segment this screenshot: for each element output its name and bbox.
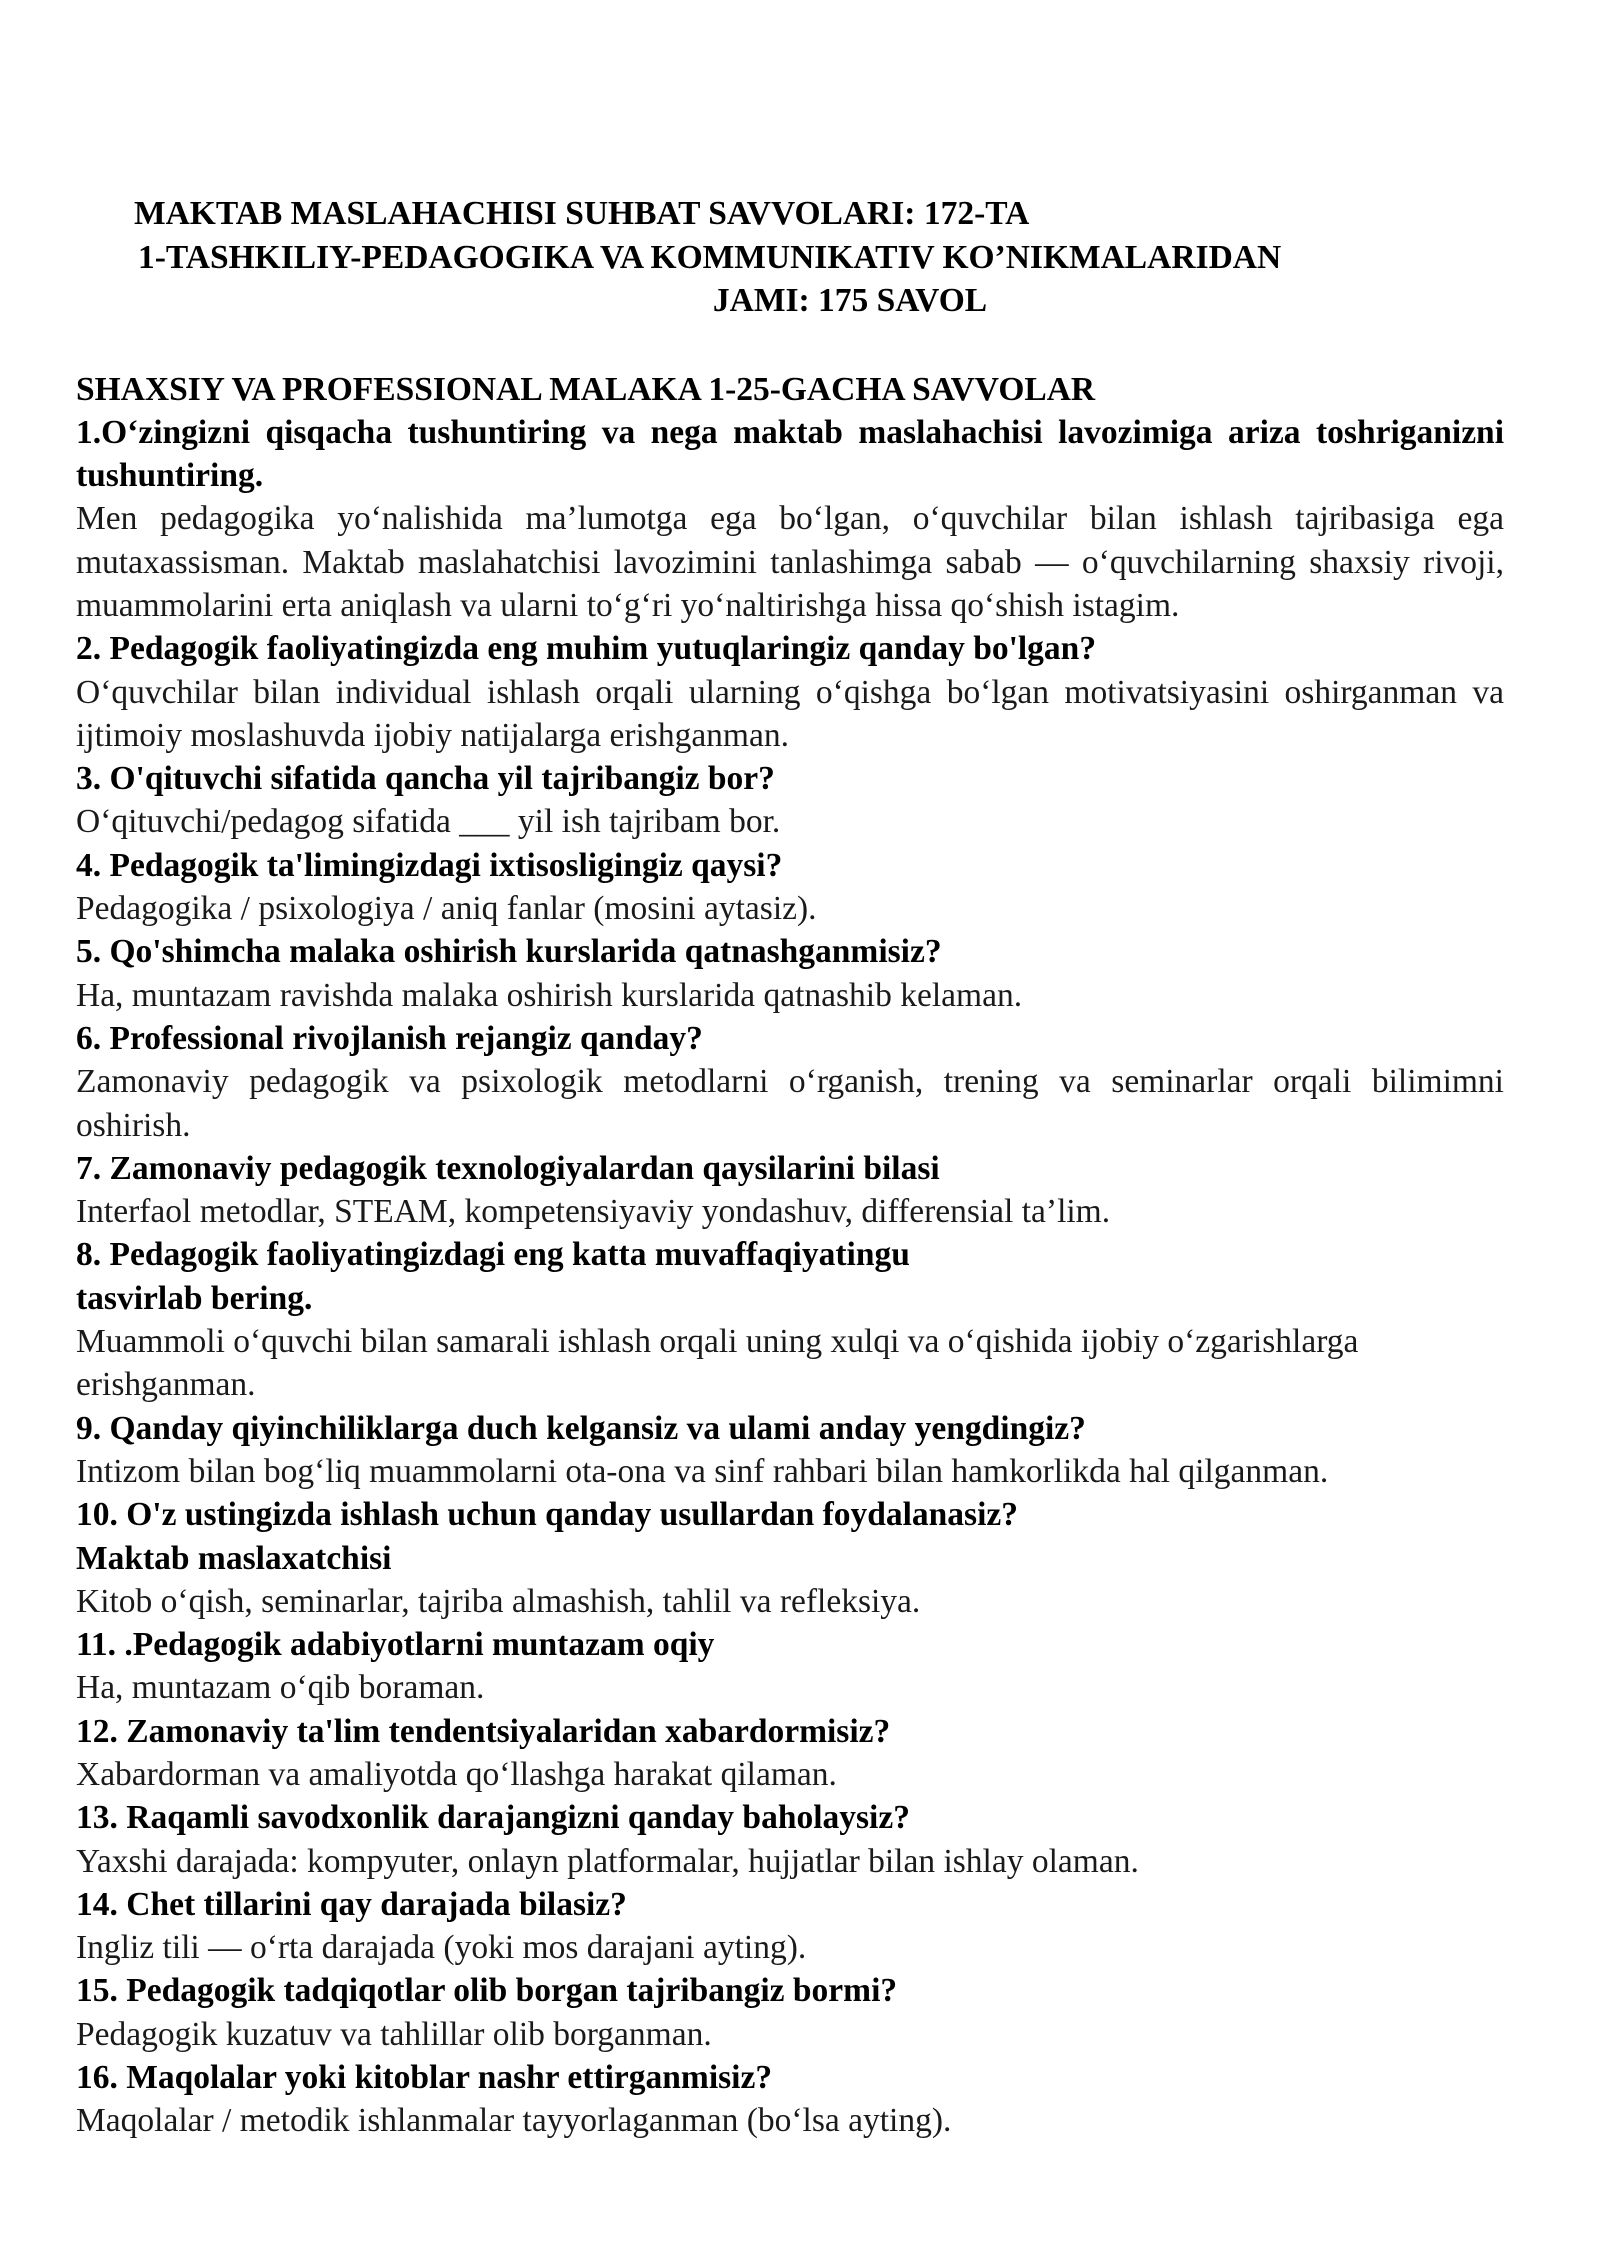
answer-4: Pedagogika / psixologiya / aniq fanlar (mosini aytasiz). — [76, 890, 817, 928]
answer-13: Yaxshi darajada: kompyuter, onlayn platformalar, hujjatlar bilan ishlay olaman. — [76, 1842, 1139, 1880]
answer-8: Muammoli o‘quvchi bilan samarali ishlash orqali uning xulqi va o‘qishida ijobiy o‘zgarishlarga erishganman. — [76, 1323, 1359, 1404]
question-16: 16. Maqolalar yoki kitoblar nashr ettirganmisiz? — [76, 2059, 773, 2097]
answer-1: Men pedagogika yo‘nalishida ma’lumotga ega bo‘lgan, o‘quvchilar bilan ishlash tajribasiga ega mutaxassisman. Maktab maslahatchisi lavozimini tanlashimga sabab — o‘quvchilarning shaxsiy rivoji, muammolarini erta aniqlash va ularni to‘g‘ri yo‘naltirishga hissa qo‘shish istagim. — [76, 500, 1504, 624]
question-11: 11. .Pedagogik adabiyotlarni muntazam oqiy — [76, 1626, 715, 1664]
question-9: 9. Qanday qiyinchiliklarga duch kelgansiz va ulami anday yengdingiz? — [76, 1409, 1086, 1447]
answer-2: O‘quvchilar bilan individual ishlash orqali ularning o‘qishga bo‘lgan motivatsiyasini oshirganman va ijtimoiy moslashuvda ijobiy natijalarga erishganman. — [76, 673, 1504, 754]
document-header — [76, 192, 1504, 323]
question-8-line-1: 8. Pedagogik faoliyatingizdagi eng katta muvaffaqiyatingu — [76, 1236, 910, 1274]
answer-9: Intizom bilan bog‘liq muammolarni ota-ona va sinf rahbari bilan hamkorlikda hal qilganman. — [76, 1452, 1329, 1490]
question-7: 7. Zamonaviy pedagogik texnologiyalardan qaysilarini bilasi — [76, 1149, 940, 1187]
question-8-line-2: tasvirlab bering. — [76, 1279, 313, 1317]
question-1: 1.O‘zingizni qisqacha tushuntiring va nega maktab maslahachisi lavozimiga ariza toshriganizni tushuntiring. — [76, 413, 1504, 495]
question-2: 2. Pedagogik faoliyatingizda eng muhim yutuqlaringiz qanday bo'lgan? — [76, 630, 1097, 668]
section-title: SHAXSIY VA PROFESSIONAL MALAKA 1-25-GACHA SAVVOLAR — [76, 370, 1096, 408]
header-title-line-3: JAMI: 175 SAVOL — [712, 282, 988, 319]
answer-10: Kitob o‘qish, seminarlar, tajriba almashish, tahlil va refleksiya. — [76, 1582, 921, 1620]
question-5: 5. Qo'shimcha malaka oshirish kurslarida qatnashganmisiz? — [76, 933, 942, 971]
question-4: 4. Pedagogik ta'limingizdagi ixtisosligingiz qaysi? — [76, 846, 783, 884]
question-13: 13. Raqamli savodxonlik darajangizni qanday baholaysiz? — [76, 1799, 910, 1837]
answer-5: Ha, muntazam ravishda malaka oshirish kurslarida qatnashib kelaman. — [76, 976, 1023, 1014]
question-6: 6. Professional rivojlanish rejangiz qanday? — [76, 1019, 703, 1057]
answer-3: O‘qituvchi/pedagog sifatida ___ yil ish tajribam bor. — [76, 803, 781, 841]
answer-14: Ingliz tili — o‘rta darajada (yoki mos darajani ayting). — [76, 1929, 807, 1967]
question-12: 12. Zamonaviy ta'lim tendentsiyalaridan xabardormisiz? — [76, 1712, 891, 1750]
question-10: 10. O'z ustingizda ishlash uchun qanday usullardan foydalanasiz? — [76, 1496, 1019, 1534]
answer-12: Xabardorman va amaliyotda qo‘llashga harakat qilaman. — [76, 1756, 837, 1793]
answer-15: Pedagogik kuzatuv va tahlillar olib borganman. — [76, 2015, 712, 2053]
answer-11: Ha, muntazam o‘qib boraman. — [76, 1669, 485, 1707]
answer-16: Maqolalar / metodik ishlanmalar tayyorlaganman (bo‘lsa ayting). — [76, 2102, 952, 2140]
question-14: 14. Chet tillarini qay darajada bilasiz? — [76, 1885, 627, 1923]
question-15: 15. Pedagogik tadqiqotlar olib borgan tajribangiz bormi? — [76, 1972, 898, 2010]
question-10-subheading: Maktab maslaxatchisi — [76, 1539, 392, 1577]
answer-6: Zamonaviy pedagogik va psixologik metodlarni o‘rganish, trening va seminarlar orqali bilimimni oshirish. — [76, 1063, 1504, 1144]
question-3: 3. O'qituvchi sifatida qancha yil tajribangiz bor? — [76, 760, 775, 798]
answer-7: Interfaol metodlar, STEAM, kompetensiyaviy yondashuv, differensial ta’lim. — [76, 1193, 1111, 1231]
header-title-line-2: 1-TASHKILIY-PEDAGOGIKA VA KOMMUNIKATIV KO’NIKMALARIDAN — [138, 238, 1282, 276]
header-title-line-1: MAKTAB MASLAHACHISI SUHBAT SAVVOLARI: 172-TA — [134, 195, 1030, 232]
document-body — [76, 368, 1504, 2143]
